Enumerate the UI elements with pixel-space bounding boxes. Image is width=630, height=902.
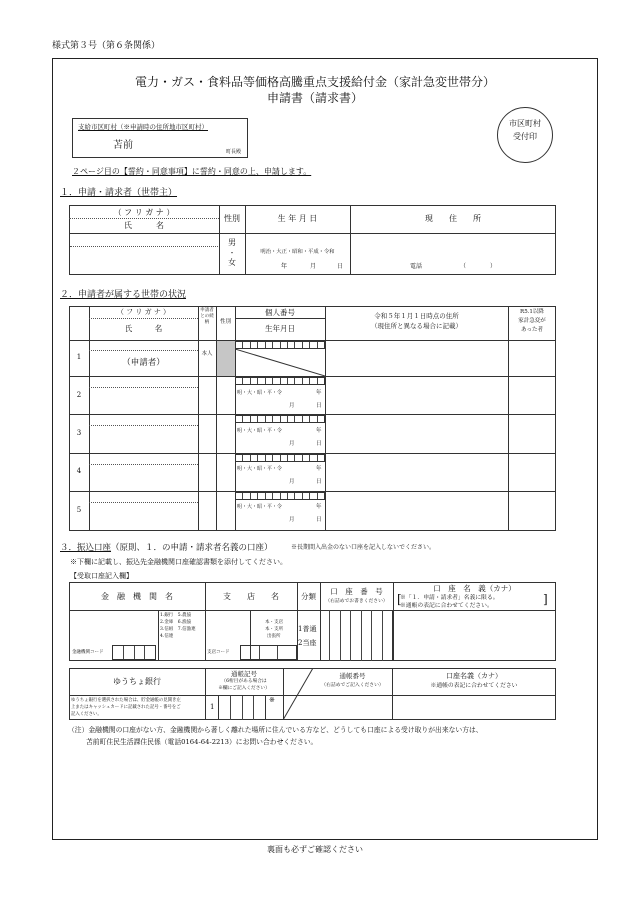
form-number: 様式第３号（第６条関係） bbox=[52, 41, 161, 51]
holder-note1: ※「１．申請・請求者」名義に限る。 bbox=[400, 595, 499, 601]
footer-note-line1: （注）金融機関の口座がない方、金融機関から著しく離れた場所に住んでいる方など、どうしても口座による受け取りが出来ない方は、 bbox=[68, 726, 483, 734]
yucho-label: ゆうちょ銀行 bbox=[113, 677, 161, 686]
s2-furigana-label: （ フ リ ガ ナ ） bbox=[116, 308, 171, 316]
s1-month: 月 bbox=[310, 263, 317, 270]
holder-label: 口 座 名 義（カナ） bbox=[433, 584, 516, 593]
yucho-divider-diagonal bbox=[283, 668, 313, 720]
branch-code-label: 支店コード bbox=[207, 650, 230, 655]
tsucho-kigo-prefix: 1 bbox=[210, 703, 215, 711]
yucho-holder-label: 口座名義（カナ） bbox=[446, 672, 502, 680]
s1-eras: 明治・大正・昭和・平成・令和 bbox=[260, 249, 335, 255]
tsucho-kigo-boxes[interactable] bbox=[218, 696, 266, 720]
row-eras: 明・大・昭・平・令 bbox=[237, 466, 283, 472]
yucho-note-line1: ゆうちょ銀行を選択された場合は、貯金通帳の見開き左 bbox=[71, 698, 181, 703]
row-year: 年 bbox=[316, 428, 322, 434]
s1-sex-dot: ・ bbox=[228, 249, 236, 257]
applicant-label: （申請者） bbox=[122, 358, 165, 368]
s2-change-line1: R5.1以降 bbox=[520, 309, 544, 315]
mynumber-boxes bbox=[235, 454, 325, 462]
row1-dob-crossout bbox=[235, 349, 325, 376]
yucho-note-line2: 上またはキャッシュカードに記載された記号・番号をご bbox=[71, 705, 181, 710]
row-month: 月 bbox=[289, 403, 295, 409]
account-no-note: （右詰めでお書きください） bbox=[325, 599, 388, 604]
section2-heading-text: ２．申請者が属する世帯の状況 bbox=[60, 290, 187, 300]
row-eras: 明・大・昭・平・令 bbox=[237, 390, 283, 396]
form-subtitle: 申請書（請求書） bbox=[266, 91, 363, 105]
s2-sex-label: 性別 bbox=[219, 319, 231, 325]
branch-type: 本・支店 bbox=[265, 620, 283, 625]
row-eras: 明・大・昭・平・令 bbox=[237, 428, 283, 434]
receipt-stamp-line1: 市区町村 bbox=[509, 119, 541, 128]
tsucho-bango-note: （右詰めでご記入ください） bbox=[321, 683, 384, 688]
s2-change-line2: 家計急変が bbox=[518, 318, 546, 324]
row-number: 5 bbox=[76, 506, 82, 514]
row-number: 4 bbox=[76, 467, 82, 475]
tsucho-bango-label: 通帳番号 bbox=[339, 672, 366, 680]
row-number: 1 bbox=[76, 353, 82, 361]
s1-female: 女 bbox=[228, 258, 236, 267]
tsucho-kigo-kome: ※ bbox=[269, 696, 275, 704]
row-day: 日 bbox=[316, 441, 322, 447]
receipt-stamp-line2: 受付印 bbox=[513, 132, 537, 141]
holder-bracket-right: ] bbox=[543, 592, 548, 606]
branch-code-boxes[interactable] bbox=[240, 645, 297, 660]
yucho-note-line3: 記入ください。 bbox=[71, 712, 102, 717]
row-year: 年 bbox=[316, 390, 322, 396]
account-no-label: 口 座 番 号 bbox=[330, 587, 383, 596]
municipality-label bbox=[78, 124, 208, 131]
s1-dob-label: 生 年 月 日 bbox=[277, 214, 318, 223]
mynumber-boxes bbox=[235, 377, 325, 385]
account-number-boxes[interactable] bbox=[320, 610, 393, 661]
s1-furigana-label: （ フ リ ガ ナ ） bbox=[113, 208, 175, 217]
s1-address-label: 現 住 所 bbox=[425, 214, 481, 223]
bank-type: 4.信連 bbox=[160, 634, 174, 639]
s2-address-line2: （現住所と異なる場合に記載） bbox=[371, 322, 462, 330]
consent-notice-text: ２ページ目の【誓約・同意事項】に誓約・同意の上、申請します。 bbox=[72, 167, 312, 176]
category-label: 分類 bbox=[301, 592, 316, 601]
row-day: 日 bbox=[316, 479, 322, 485]
mynumber-boxes bbox=[235, 415, 325, 423]
mynumber-boxes bbox=[235, 341, 325, 349]
row-day: 日 bbox=[316, 403, 322, 409]
bank-type: 1.銀行 5.農協 bbox=[160, 613, 192, 618]
row-year: 年 bbox=[316, 466, 322, 472]
bank-type: 2.金庫 6.漁協 bbox=[160, 620, 192, 625]
back-side-notice: 裏面も必ずご確認ください bbox=[267, 845, 363, 854]
branch-type: 出張所 bbox=[267, 634, 281, 639]
holder-note2: ※通帳の表記に合わせてください。 bbox=[400, 603, 493, 609]
branch-label: 支 店 名 bbox=[223, 592, 279, 601]
category-2: 2当座 bbox=[298, 639, 317, 647]
form-title: 電力・ガス・食料品等価格高騰重点支援給付金（家計急変世帯分） bbox=[134, 75, 495, 89]
row-month: 月 bbox=[289, 441, 295, 447]
s1-day: 日 bbox=[337, 263, 344, 270]
section1-heading-text: １．申請・請求者（世帯主） bbox=[60, 188, 178, 198]
bank-code-label: 金融機関コード bbox=[72, 650, 104, 655]
branch-type: 本・支所 bbox=[265, 627, 283, 632]
section3-heading bbox=[60, 544, 273, 553]
mynumber-boxes bbox=[235, 492, 325, 500]
s1-name-label: 氏 名 bbox=[124, 221, 164, 230]
row-month: 月 bbox=[289, 517, 295, 523]
row-number: 3 bbox=[76, 429, 82, 437]
s2-address-line1: 令和５年１月１日時点の住所 bbox=[374, 312, 459, 320]
row-eras: 明・大・昭・平・令 bbox=[237, 504, 283, 510]
footer-note-line2: 苫前町住民生活課住民係（電話0164-64-2213）にお問い合わせください。 bbox=[86, 738, 318, 746]
self-label: 本人 bbox=[201, 351, 213, 357]
section3-heading-text: ３．振込口座 bbox=[60, 543, 112, 553]
row-day: 日 bbox=[316, 517, 322, 523]
s1-sex-label: 性別 bbox=[224, 214, 240, 223]
s2-name-label: 氏 名 bbox=[124, 324, 163, 333]
s2-change-line3: あった者 bbox=[521, 327, 543, 333]
s1-phone-paren: （ ） bbox=[460, 263, 497, 270]
section1-heading bbox=[60, 189, 177, 198]
row-number: 2 bbox=[76, 391, 82, 399]
tsucho-kigo-note2: ※欄にご記入ください） bbox=[218, 686, 270, 691]
holder-bracket-left: [ bbox=[397, 592, 402, 606]
section3-attach-note: ※下欄に記載し、振込先金融機関口座確認書類を添付してください。 bbox=[70, 558, 287, 566]
row-year: 年 bbox=[316, 504, 322, 510]
section3-small-note: ※長期間入出金のない口座を記入しないでください。 bbox=[291, 544, 436, 551]
bank-name-label: 金 融 機 関 名 bbox=[101, 592, 173, 601]
bank-code-boxes[interactable] bbox=[112, 645, 156, 660]
category-1: 1普通 bbox=[298, 625, 317, 633]
bank-type: 3.信組 7.信漁連 bbox=[160, 627, 196, 632]
s2-dob-label: 生年月日 bbox=[265, 324, 295, 333]
s1-phone: 電話 bbox=[410, 263, 423, 270]
tsucho-kigo-label: 通帳記号 bbox=[231, 670, 257, 678]
municipality-suffix: 町長殿 bbox=[226, 149, 242, 155]
section3-heading-note: （原則、１．の申請・請求者名義の口座） bbox=[111, 543, 273, 553]
s2-mynumber-label: 個人番号 bbox=[265, 308, 295, 317]
yucho-holder-note: ※通帳の表記に合わせてください bbox=[430, 683, 518, 689]
consent-notice bbox=[72, 168, 311, 176]
s2-relation-label: 申請者との続柄 bbox=[200, 308, 214, 325]
row-month: 月 bbox=[289, 479, 295, 485]
municipality-name: 苫前 bbox=[113, 140, 133, 151]
municipality-label-text: 支給市区町村（※申請時の住所地市区町村） bbox=[78, 123, 208, 131]
s1-male: 男 bbox=[228, 238, 236, 247]
section3-form-label: 【受取口座記入欄】 bbox=[70, 572, 133, 580]
s1-year: 年 bbox=[281, 263, 288, 270]
tsucho-kigo-note1: （6桁目がある場合は bbox=[221, 679, 267, 684]
section2-heading bbox=[60, 291, 186, 300]
